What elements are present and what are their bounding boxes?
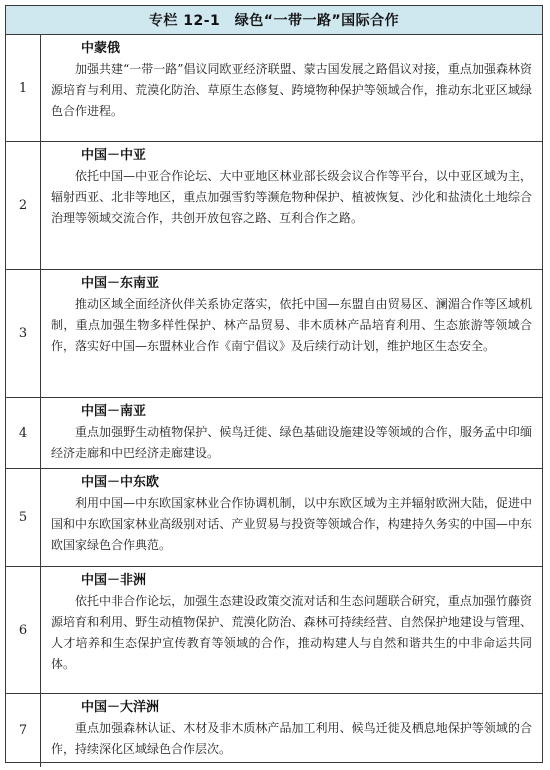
row-title: 中国－大洋洲: [81, 700, 160, 715]
table-row: [6, 469, 542, 567]
row-content: [41, 142, 542, 269]
row-content: [41, 469, 542, 566]
feature-box: [5, 5, 543, 763]
box-title: 专栏 12-1 绿色“一带一路”国际合作: [148, 13, 400, 29]
row-body: 加强共建“一带一路”倡议同欧亚经济联盟、蒙古国发展之路倡议对接，重点加强森林资源培育与利用、荒漠化防治、草原生态修复、跨境物种保护等领域合作，推动东北亚区域绿色合作进程。: [51, 62, 532, 118]
row-number: 7: [6, 694, 41, 767]
row-title: 中蒙俄: [81, 41, 121, 56]
table-row: [6, 35, 542, 142]
row-title: 中国－中亚: [81, 148, 147, 163]
row-number: 5: [6, 469, 41, 566]
table-row: [6, 694, 542, 767]
row-content: [41, 694, 542, 767]
row-body: 推动区域全面经济伙伴关系协定落实，依托中国—东盟自由贸易区、澜湄合作等区域机制，重点加强生物多样性保护、林产品贸易、非木质林产品培育利用、生态旅游等领域合作，落实好中国—东盟林业合作《南宁倡议》及后续行动计划，维护地区生态安全。: [51, 297, 532, 353]
row-content: [41, 270, 542, 397]
row-body: 利用中国—中东欧国家林业合作协调机制，以中东欧区域为主并辐射欧洲大陆，促进中国和中东欧国家林业高级别对话、产业贸易与投资等领域合作，构建持久务实的中国—中东欧国家绿色合作典范。: [51, 496, 532, 552]
row-body: 重点加强野生动植物保护、候鸟迁徙、绿色基础设施建设等领域的合作，服务孟中印缅经济走廊和中巴经济走廊建设。: [51, 425, 532, 460]
row-number: 3: [6, 270, 41, 397]
row-title: 中国－中东欧: [81, 475, 160, 490]
table-row: [6, 398, 542, 469]
row-title: 中国－东南亚: [81, 276, 160, 291]
table-row: [6, 142, 542, 270]
row-content: [41, 567, 542, 693]
row-content: [41, 35, 542, 141]
row-body: 依托中非合作论坛，加强生态建设政策交流对话和生态问题联合研究，重点加强竹藤资源培育和利用、野生动植物保护、荒漠化防治、森林可持续经营、自然保护地建设与管理、人才培养和生态保护宣传教育等领域的合作，推动构建人与自然和谐共生的中非命运共同体。: [51, 594, 532, 671]
row-body: 依托中国—中亚合作论坛、大中亚地区林业部长级会议合作等平台，以中亚区域为主，辐射西亚、北非等地区，重点加强雪豹等濒危物种保护、植被恢复、沙化和盐渍化土地综合治理等领域交流合作，共创开放包容之路、互利合作之路。: [51, 169, 532, 225]
row-number: 1: [6, 35, 41, 141]
row-number: 2: [6, 142, 41, 269]
box-header: [6, 6, 542, 35]
row-content: [41, 398, 542, 468]
row-title: 中国－非洲: [81, 573, 147, 588]
table-row: [6, 567, 542, 694]
row-body: 重点加强森林认证、木材及非木质林产品加工利用、候鸟迁徙及栖息地保护等领域的合作，持续深化区域绿色合作层次。: [51, 721, 532, 756]
row-number: 4: [6, 398, 41, 468]
row-number: 6: [6, 567, 41, 693]
row-title: 中国－南亚: [81, 404, 147, 419]
table-row: [6, 270, 542, 398]
